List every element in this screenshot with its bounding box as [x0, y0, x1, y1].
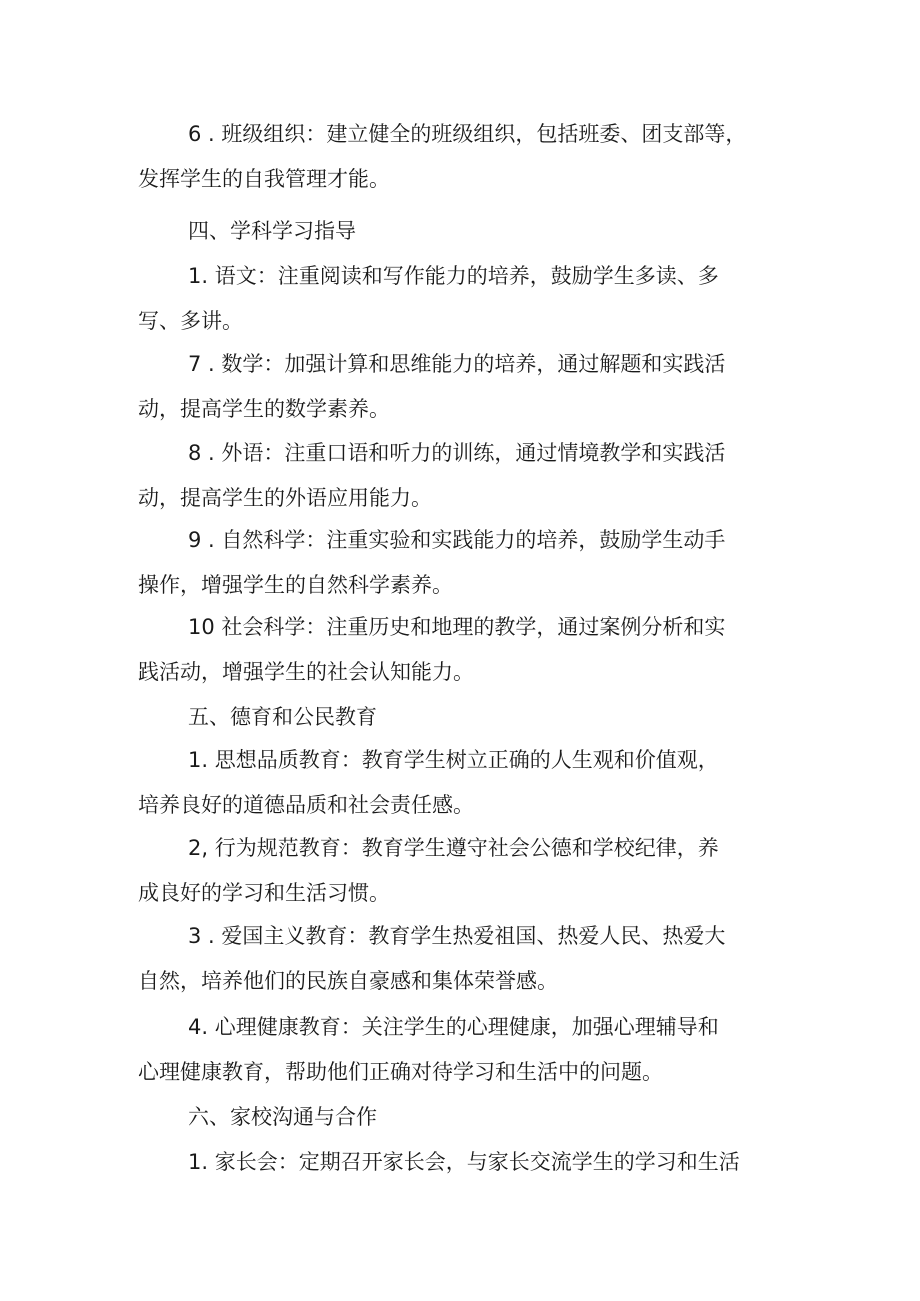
text-line: 3 . 爱国主义教育：教育学生热爱祖国、热爱人民、热爱大: [188, 924, 726, 948]
text-line: 践活动，增强学生的社会认知能力。: [138, 660, 474, 684]
text-line: 成良好的学习和生活习惯。: [138, 881, 390, 905]
section-heading-home-school: [138, 1095, 798, 1140]
paragraph-social-science: [138, 605, 798, 695]
text-line: 7 . 数学：加强计算和思维能力的培养，通过解题和实践活: [188, 352, 726, 376]
text-line: 发挥学生的自我管理才能。: [138, 167, 390, 191]
section-heading-moral-education: [138, 695, 798, 740]
text-line: 1. 家长会：定期召开家长会，与家长交流学生的学习和生活: [188, 1150, 740, 1174]
paragraph-math: [138, 342, 798, 432]
paragraph-class-organization: [138, 112, 798, 202]
text-line: 动，提高学生的外语应用能力。: [138, 486, 432, 510]
text-line: 9 . 自然科学：注重实验和实践能力的培养，鼓励学生动手: [188, 528, 726, 552]
text-line: 2, 行为规范教育：教育学生遵守社会公德和学校纪律，养: [188, 836, 719, 860]
text-line: 自然，培养他们的民族自豪感和集体荣誉感。: [138, 969, 558, 993]
text-line: 8 . 外语：注重口语和听力的训练，通过情境教学和实践活: [188, 441, 726, 465]
paragraph-mental-health: [138, 1005, 798, 1095]
paragraph-patriotism: [138, 914, 798, 1004]
text-line: 操作，增强学生的自然科学素养。: [138, 573, 453, 597]
text-line: 1. 思想品质教育：教育学生树立正确的人生观和价值观，: [188, 748, 719, 772]
text-line: 六、家校沟通与合作: [188, 1105, 377, 1129]
text-line: 1. 语文：注重阅读和写作能力的培养，鼓励学生多读、多: [188, 264, 719, 288]
text-line: 培养良好的道德品质和社会责任感。: [138, 793, 474, 817]
text-line: 心理健康教育，帮助他们正确对待学习和生活中的问题。: [138, 1060, 663, 1084]
paragraph-chinese: [138, 254, 798, 344]
text-line: 写、多讲。: [138, 309, 243, 333]
text-line: 动，提高学生的数学素养。: [138, 397, 390, 421]
text-line: 10 社会科学：注重历史和地理的教学，通过案例分析和实: [188, 615, 726, 639]
paragraph-behavior: [138, 826, 798, 916]
text-line: 4. 心理健康教育：关注学生的心理健康，加强心理辅导和: [188, 1015, 719, 1039]
text-line: 五、德育和公民教育: [188, 705, 377, 729]
paragraph-foreign-language: [138, 431, 798, 521]
paragraph-parent-meeting: [138, 1140, 798, 1185]
paragraph-ideology: [138, 738, 798, 828]
paragraph-natural-science: [138, 518, 798, 608]
text-line: 6 . 班级组织：建立健全的班级组织，包括班委、团支部等，: [188, 122, 747, 146]
section-heading-subject-guidance: [138, 209, 798, 254]
text-line: 四、学科学习指导: [188, 219, 356, 243]
